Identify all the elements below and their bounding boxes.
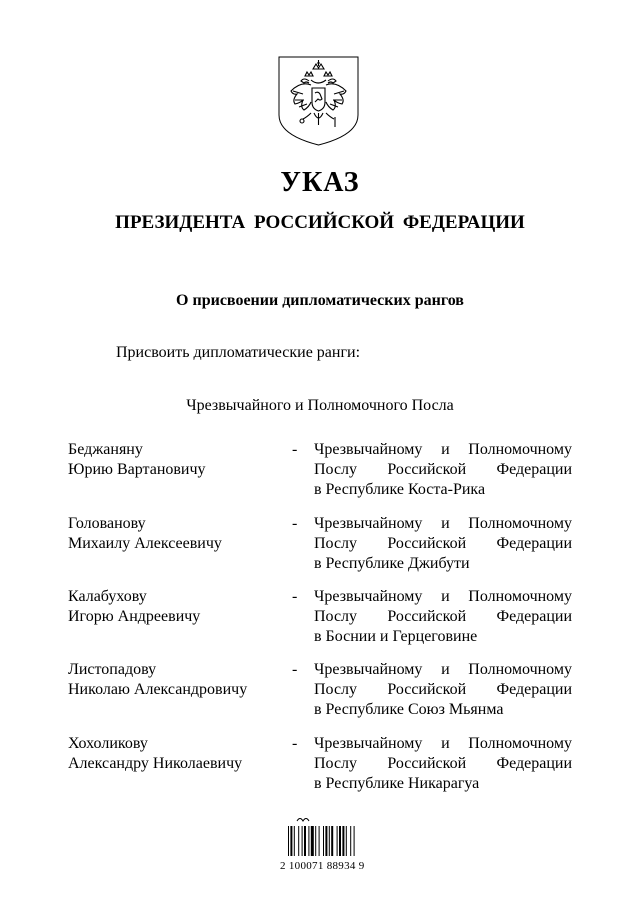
post-country: в Республике Джибути [314,555,470,572]
surname: Хохоликову [68,735,148,752]
given-names: Игорю Андреевичу [68,608,201,625]
appointment-entry [68,587,572,647]
barcode-number: 2 100071 88934 9 [280,860,365,872]
post-line: Чрезвычайному и Полномочному [314,661,572,678]
post-line: Послу Российской Федерации [314,535,572,552]
surname: Голованову [68,515,146,532]
dash-separator: - [292,735,298,752]
barcode [285,815,375,887]
appointment-entry [68,660,572,720]
surname: Листопадову [68,661,157,678]
post-description [314,440,572,500]
post-description [314,587,572,647]
person-name [68,514,288,554]
given-names: Николаю Александровичу [68,681,248,698]
post-description [314,660,572,720]
double-headed-eagle-icon [277,55,360,147]
appointment-entry [68,514,572,574]
post-line: Чрезвычайному и Полномочному [314,588,572,605]
given-names: Александру Николаевичу [68,755,243,772]
dash-separator: - [292,661,298,678]
surname: Беджаняну [68,441,143,458]
post-country: в Республике Коста-Рика [314,481,486,498]
dash-separator: - [292,588,298,605]
barcode-graphic [285,815,375,859]
post-line: Чрезвычайному и Полномочному [314,441,572,458]
appointment-entry [68,440,572,500]
person-name [68,587,288,627]
post-line: Послу Российской Федерации [314,681,572,698]
post-country: в Республике Никарагуа [314,775,480,792]
post-description [314,514,572,574]
person-name [68,440,288,480]
document-title: УКАЗ [280,167,360,198]
appointment-entry [68,734,572,794]
person-name [68,660,288,700]
decree-heading: О присвоении дипломатических рангов [176,292,464,309]
given-names: Юрию Вартановичу [68,461,206,478]
document-subtitle: ПРЕЗИДЕНТА РОССИЙСКОЙ ФЕДЕРАЦИИ [115,212,525,233]
post-line: Послу Российской Федерации [314,608,572,625]
post-line: Послу Российской Федерации [314,461,572,478]
surname: Калабухову [68,588,147,605]
dash-separator: - [292,441,298,458]
post-description [314,734,572,794]
post-line: Послу Российской Федерации [314,755,572,772]
rank-title: Чрезвычайного и Полномочного Посла [186,397,454,414]
decree-intro: Присвоить дипломатические ранги: [116,344,361,361]
post-country: в Боснии и Герцеговине [314,628,478,645]
post-country: в Республике Союз Мьянма [314,701,504,718]
dash-separator: - [292,515,298,532]
post-line: Чрезвычайному и Полномочному [314,735,572,752]
given-names: Михаилу Алексеевичу [68,535,222,552]
post-line: Чрезвычайному и Полномочному [314,515,572,532]
coat-of-arms-emblem [277,55,360,147]
person-name [68,734,288,774]
